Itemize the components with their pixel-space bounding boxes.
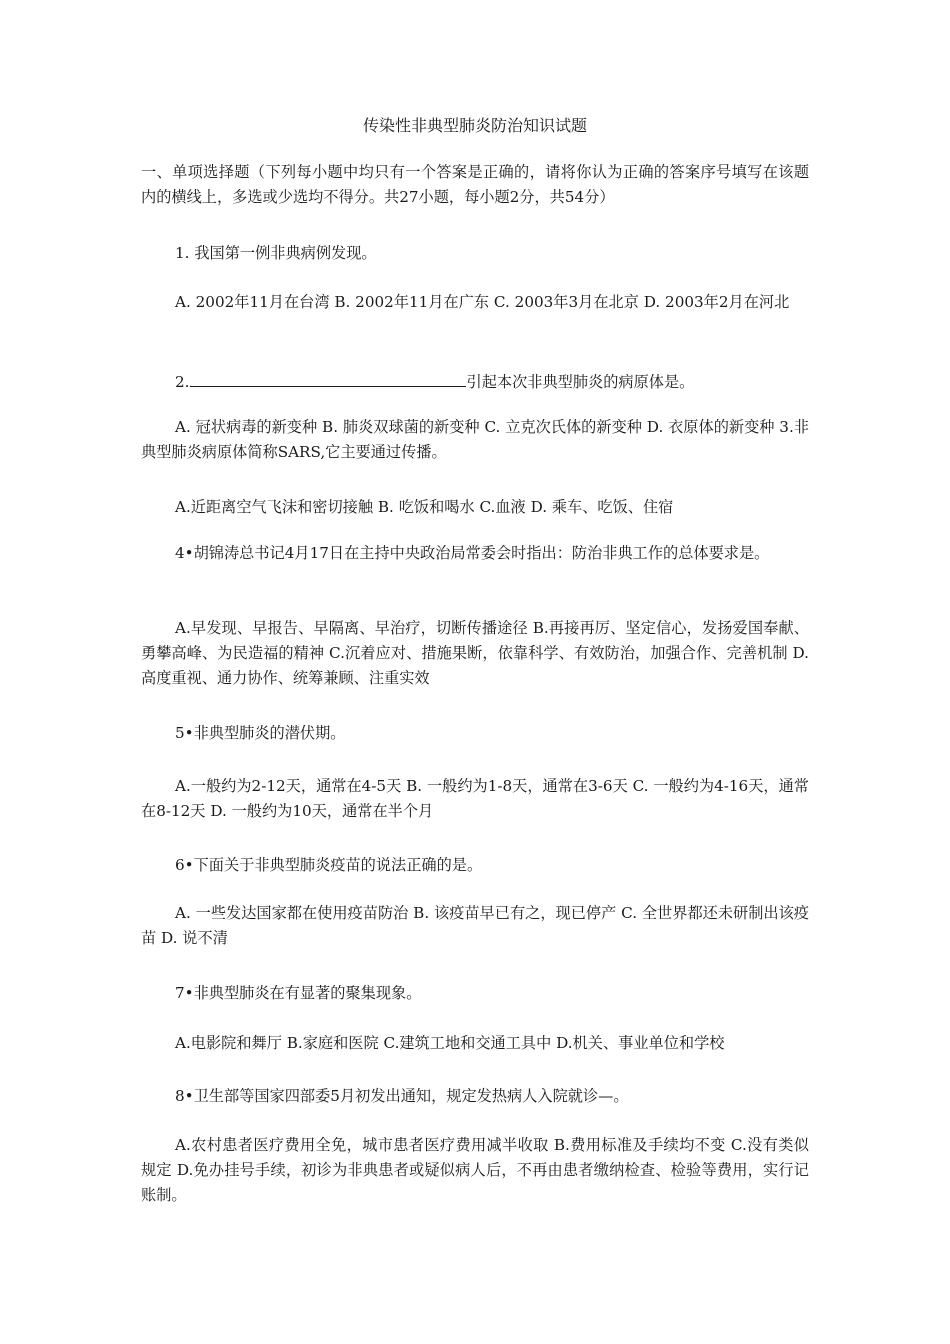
question-2-number: 2. [175,373,190,391]
question-7: 7•非典型肺炎在有显著的聚集现象。 [175,984,422,1002]
question-4: 4•胡锦涛总书记4月17日在主持中央政治局常委会时指出：防治非典工作的总体要求是。 [175,544,770,562]
question-4-options: A.早发现、早报告、早隔离、早治疗，切断传播途径 B.再接再厉、坚定信心，发扬爱国奉献、勇攀高峰、为民造福的精神 C.沉着应对、措施果断，依靠科学、有效防治，加强合作、完善机制 D.高度重视、通力协作、统筹兼顾、注重实效 [141,619,809,687]
question-8: 8•卫生部等国家四部委5月初发出通知，规定发热病人入院就诊—。 [175,1087,629,1105]
answer-blank [190,371,466,387]
question-3-options: A.近距离空气飞沫和密切接触 B. 吃饭和喝水 C.血液 D. 乘车、吃饭、住宿 [175,498,674,516]
question-8-options: A.农村患者医疗费用全免，城市患者医疗费用减半收取 B.费用标准及手续均不变 C.没有类似规定 D.免办挂号手续，初诊为非典患者或疑似病人后，不再由患者缴纳检查、检验等费用，实行记账制。 [141,1136,809,1204]
question-2-options: A. 冠状病毒的新变种 B. 肺炎双球菌的新变种 C. 立克次氏体的新变种 D. 衣原体的新变种 3.非典型肺炎病原体简称SARS,它主要通过传播。 [141,418,809,461]
question-1-options: A. 2002年11月在台湾 B. 2002年11月在广东 C. 2003年3月在北京 D. 2003年2月在河北 [175,293,790,311]
question-6: 6•下面关于非典型肺炎疫苗的说法正确的是。 [175,856,483,874]
question-2 [141,370,809,395]
question-1: 1. 我国第一例非典病例发现。 [175,244,377,262]
question-7-options: A.电影院和舞厅 B.家庭和医院 C.建筑工地和交通工具中 D.机关、事业单位和学校 [175,1034,725,1052]
question-2-text: 引起本次非典型肺炎的病原体是。 [466,373,695,391]
section-heading: 一、单项选择题（下列每小题中均只有一个答案是正确的，请将你认为正确的答案序号填写在该题内的横线上，多选或少选均不得分。共27小题，每小题2分，共54分） [141,163,809,206]
document-title: 传染性非典型肺炎防治知识试题 [362,116,587,135]
question-5: 5•非典型肺炎的潜伏期。 [175,724,346,742]
question-6-options: A. 一些发达国家都在使用疫苗防治 B. 该疫苗早已有之，现已停产 C. 全世界都还未研制出该疫苗 D. 说不清 [141,904,809,947]
question-5-options: A.一般约为2-12天，通常在4-5天 B. 一般约为1-8天，通常在3-6天 C. 一般约为4-16天，通常在8-12天 D. 一般约为10天，通常在半个月 [141,777,809,820]
